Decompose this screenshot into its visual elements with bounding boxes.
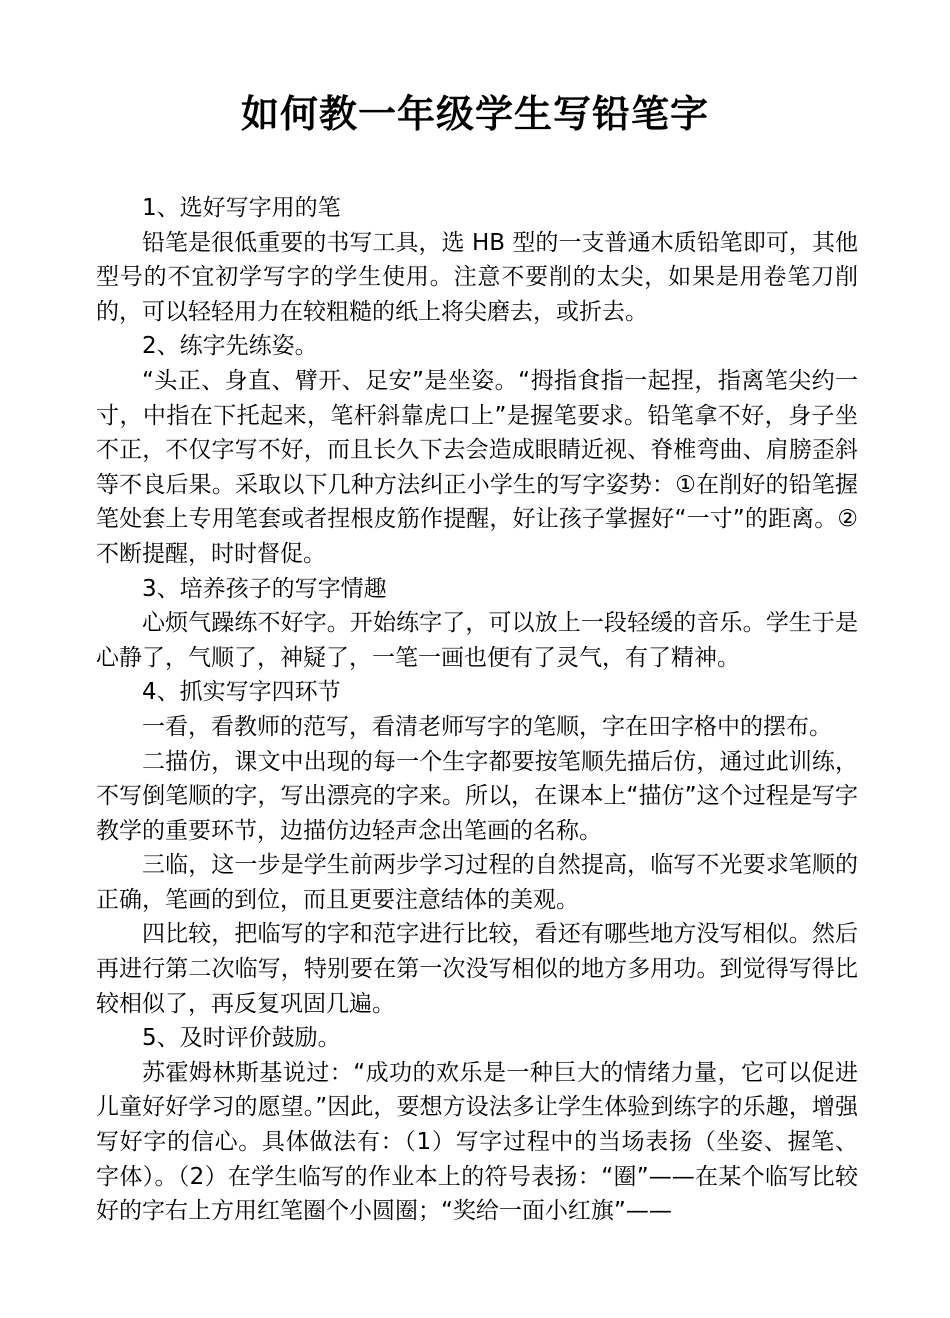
paragraph-step-look: 一看，看教师的范写，看清老师写字的笔顺，字在田字格中的摆布。 (142, 713, 832, 740)
document-body (96, 191, 858, 1229)
paragraph-encouragement: 苏霍姆林斯基说过：“成功的欢乐是一种巨大的情绪力量，它可以促进儿童好好学习的愿望。”因此，要想方设法多让学生体验到练字的乐趣，增强写好字的信心。具体做法有：（1）写字过程中的当场表扬（坐姿、握笔、字体）。（2）在学生临写的作业本上的符号表扬：“圈”——在某个临写比较好的字右上方用红笔圈个小圆圈；“奖给一面小红旗”—— (96, 1059, 858, 1225)
paragraph-step-trace: 二描仿，课文中出现的每一个生字都要按笔顺先描后仿，通过此训练，不写倒笔顺的字，写出漂亮的字来。所以，在课本上“描仿”这个过程是写字教学的重要环节，边描仿边轻声念出笔画的名称。 (96, 748, 858, 844)
section-heading-1: 1、选好写字用的笔 (142, 195, 341, 221)
section-heading-5: 5、及时评价鼓励。 (142, 1025, 341, 1052)
paragraph-interest: 心烦气躁练不好字。开始练字了，可以放上一段轻缓的音乐。学生于是心静了，气顺了，神疑了，一笔一画也便有了灵气，有了精神。 (96, 610, 858, 671)
paragraph-step-compare: 四比较，把临写的字和范字进行比较，看还有哪些地方没写相似。然后再进行第二次临写，特别要在第一次没写相似的地方多用功。到觉得写得比较相似了，再反复巩固几遍。 (96, 921, 858, 1017)
section-heading-3: 3、培养孩子的写字情趣 (142, 575, 387, 602)
section-heading-4: 4、抓实写字四环节 (142, 679, 341, 706)
paragraph-pencil-choice: 铅笔是很低重要的书写工具，选 HB 型的一支普通木质铅笔即可，其他型号的不宜初学写字的学生使用。注意不要削的太尖，如果是用卷笔刀削的，可以轻轻用力在较粗糙的纸上将尖磨去，或折去。 (96, 229, 858, 325)
document-title: 如何教一年级学生写铅笔字 (240, 92, 709, 136)
paragraph-posture: “头正、身直、臂开、足安”是坐姿。“拇指食指一起捏，指离笔尖约一寸，中指在下托起来，笔杆斜靠虎口上”是握笔要求。铅笔拿不好，身子坐不正，不仅字写不好，而且长久下去会造成眼睛近视、脊椎弯曲、肩膀歪斜等不良后果。采取以下几种方法纠正小学生的写字姿势：①在削好的铅笔握笔处套上专用笔套或者捏根皮筋作提醒，好让孩子掌握好“一寸”的距离。②不断提醒，时时督促。 (96, 367, 858, 567)
paragraph-step-copy: 三临，这一步是学生前两步学习过程的自然提高，临写不光要求笔顺的正确，笔画的到位，而且更要注意结体的美观。 (96, 852, 858, 913)
section-heading-2: 2、练字先练姿。 (142, 333, 318, 360)
